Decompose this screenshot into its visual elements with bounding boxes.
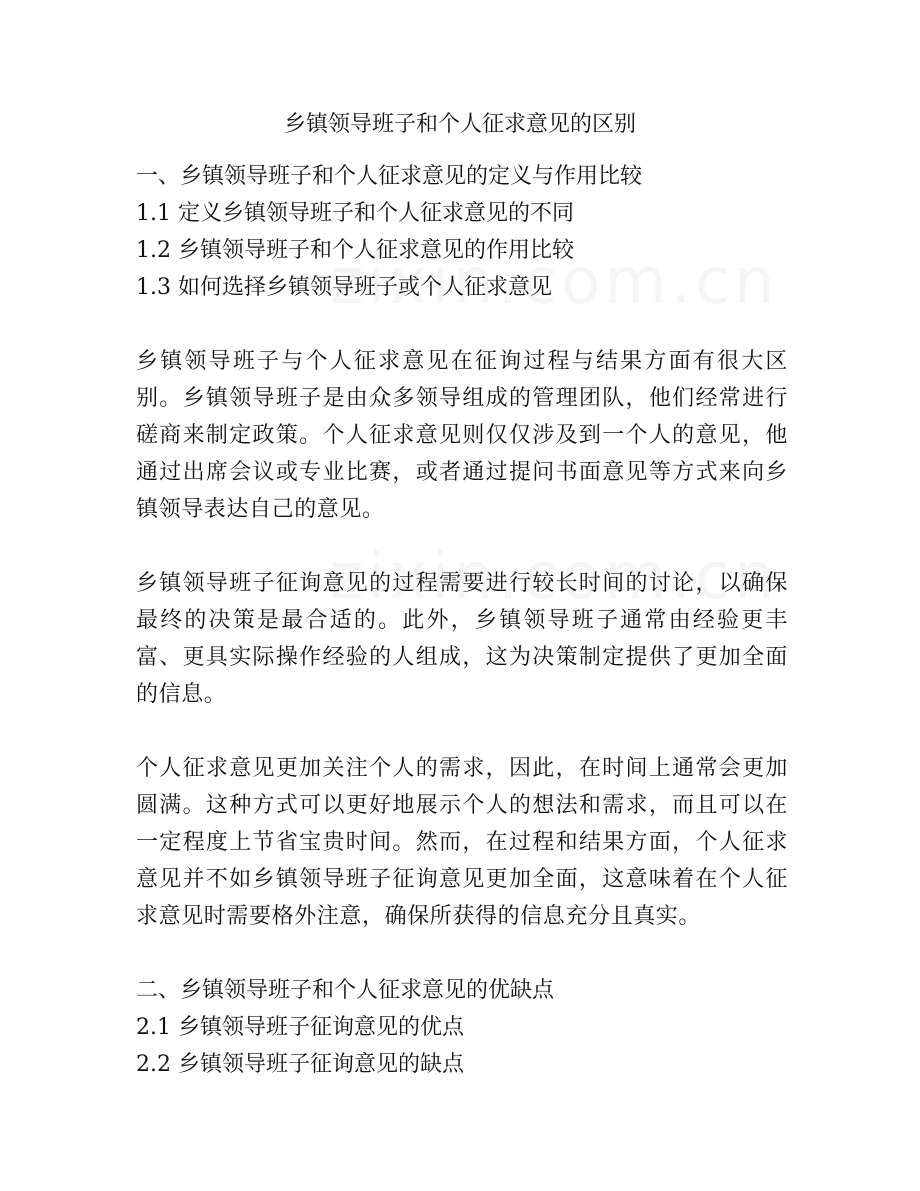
document-title: 乡镇领导班子和个人征求意见的区别 <box>283 112 636 137</box>
paragraph-gap <box>136 713 788 750</box>
document-body <box>136 158 788 1083</box>
section-heading-1: 一、乡镇领导班子和个人征求意见的定义与作用比较 <box>136 164 643 189</box>
body-paragraph: 乡镇领导班子与个人征求意见在征询过程与结果方面有很大区别。乡镇领导班子是由众多领导组成的管理团队，他们经常进行磋商来制定政策。个人征求意见则仅仅涉及到一个人的意见，他通过出席会议或专业比赛，或者通过提问书面意见等方式来向乡镇领导表达自己的意见。 <box>136 349 788 522</box>
outline-item: 1.3 如何选择乡镇领导班子或个人征求意见 <box>136 275 552 300</box>
outline-item: 1.2 乡镇领导班子和个人征求意见的作用比较 <box>136 238 574 263</box>
paragraph-gap <box>136 935 788 972</box>
outline-item: 1.1 定义乡镇领导班子和个人征求意见的不同 <box>136 201 574 226</box>
outline-item: 2.1 乡镇领导班子征询意见的优点 <box>136 1015 464 1040</box>
paragraph-gap <box>136 306 788 343</box>
outline-item: 2.2 乡镇领导班子征询意见的缺点 <box>136 1052 464 1077</box>
section-heading-2: 二、乡镇领导班子和个人征求意见的优缺点 <box>136 978 555 1003</box>
body-paragraph: 个人征求意见更加关注个人的需求，因此，在时间上通常会更加圆满。这种方式可以更好地展示个人的想法和需求，而且可以在一定程度上节省宝贵时间。然而，在过程和结果方面，个人征求意见并不如乡镇领导班子征询意见更加全面，这意味着在个人征求意见时需要格外注意，确保所获得的信息充分且真实。 <box>136 756 788 929</box>
paragraph-gap <box>136 528 788 565</box>
body-paragraph: 乡镇领导班子征询意见的过程需要进行较长时间的讨论，以确保最终的决策是最合适的。此外，乡镇领导班子通常由经验更丰富、更具实际操作经验的人组成，这为决策制定提供了更加全面的信息。 <box>136 571 788 707</box>
